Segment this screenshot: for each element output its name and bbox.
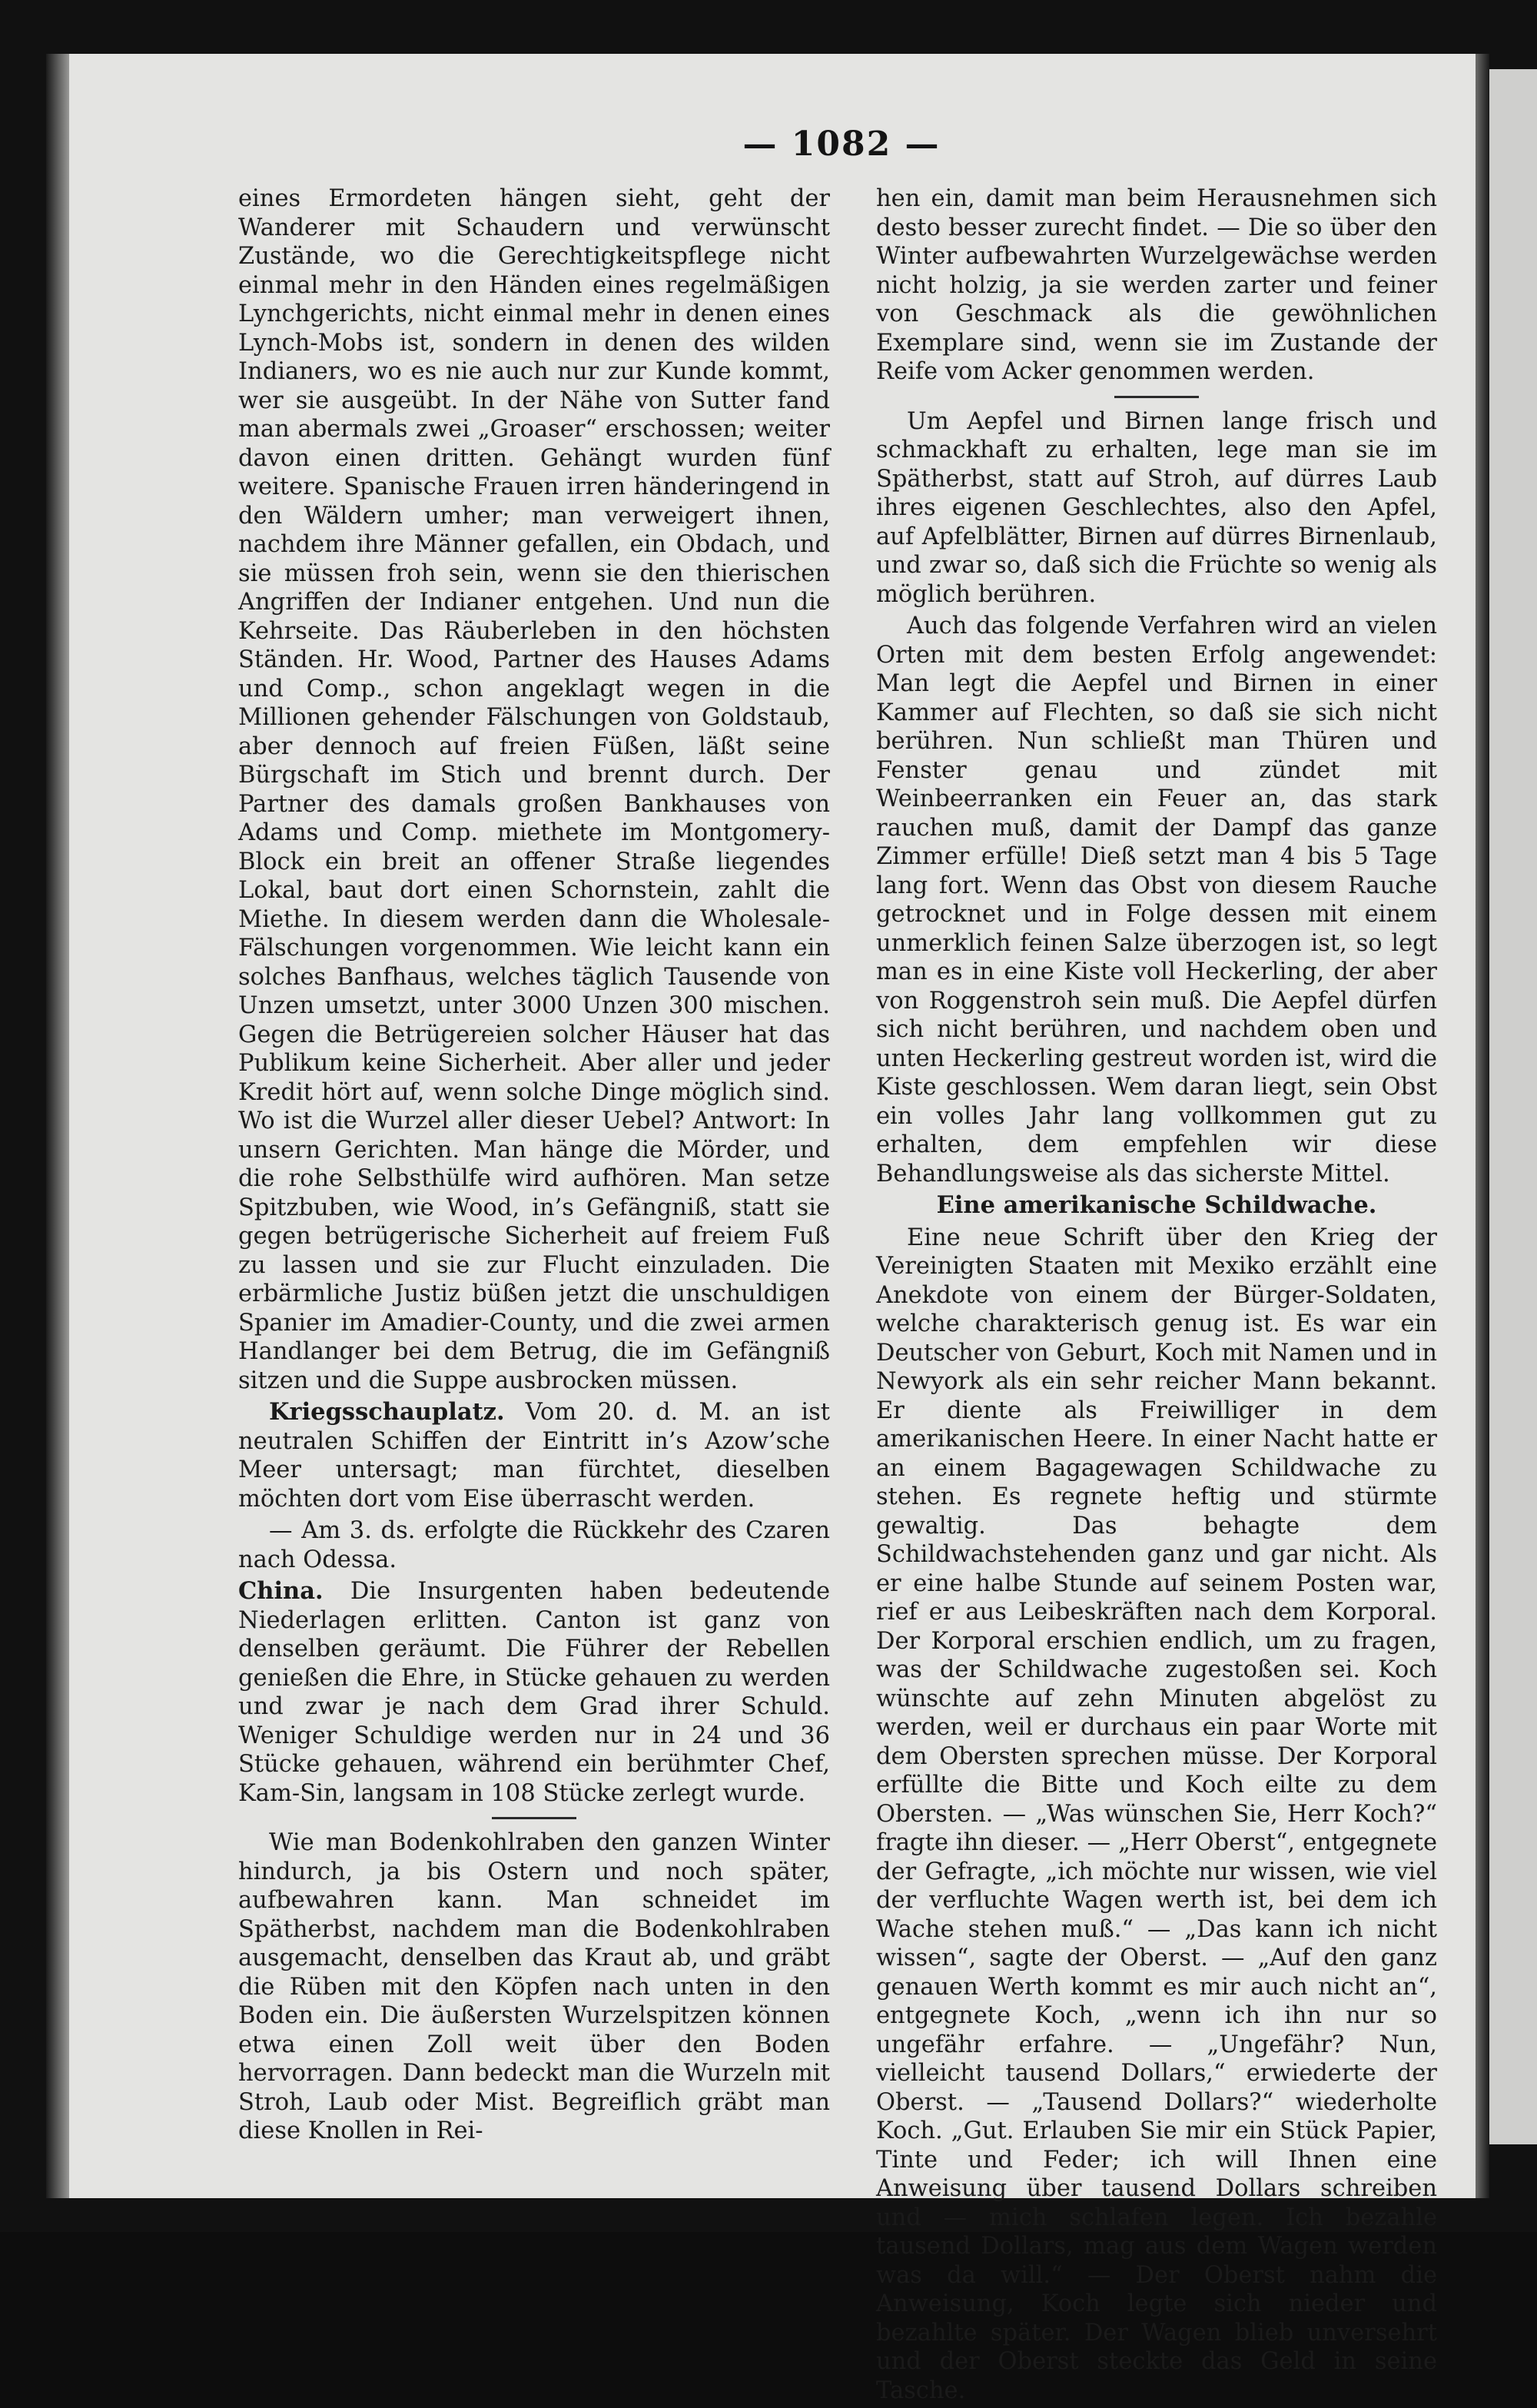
page-edge-left (46, 54, 69, 2198)
china-heading: China. (238, 1577, 324, 1605)
left-column (238, 184, 830, 2149)
article-aepfel-verfahren: Auch das folgende Verfahren wird an vielen Orten mit dem besten Erfolg angewendet: Man legt die Aepfel und Birnen in einer Kammer auf Flechten, so daß sie sich nicht berühren. Nun schließt man Thüren und Fenster genau und zündet mit Weinbeerranken ein Feuer an, das stark rauchen muß, damit der Dampf das ganze Zimmer erfülle! Dieß setzt man 4 bis 5 Tage lang fort. Wenn das Obst von diesem Rauche getrocknet und in Folge dessen mit einem unmerklich feinen Salze überzogen ist, so legt man es in eine Kiste voll Heckerling, der aber von Roggenstroh sein muß. Die Aepfel dürfen sich nicht berühren, und nachdem oben und unten Heckerling gestreut worden ist, wird die Kiste geschlossen. Wem daran liegt, sein Obst ein volles Jahr lang vollkommen gut zu erhalten, dem empfehlen wir diese Behandlungsweise als das sicherste Mittel. (876, 613, 1437, 1187)
kriegsschauplatz-text: Vom 20. d. M. an ist neutralen Schiffen der Eintritt in’s Azow’sche Meer untersagt; man fürchtet, dieselben möchten dort vom Eise überrascht werden. (238, 1399, 830, 1513)
schildwache-heading: Eine amerikanische Schildwache. (936, 1191, 1377, 1219)
section-divider (1114, 396, 1199, 398)
adjacent-page-edge (1489, 69, 1537, 2144)
right-column (876, 184, 1437, 2408)
article-aepfel-birnen: Um Aepfel und Birnen lange frisch und schmackhaft zu erhalten, lege man sie im Spätherbst, statt auf Stroh, auf dürres Laub ihres eigenen Geschlechtes, also den Apfel, auf Apfelblätter, Birnen auf dürres Birnenlaub, und zwar so, daß sich die Früchte so wenig als möglich berühren. (876, 407, 1437, 608)
article-kriegsschauplatz (238, 1398, 830, 1513)
article-czar-return: — Am 3. ds. erfolgte die Rückkehr des Czaren nach Odessa. (238, 1517, 830, 1573)
china-text: Die Insurgenten haben bedeutende Niederlagen erlitten. Canton ist ganz von denselben geräumt. Die Führer der Rebellen genießen die Ehre, in Stücke gehauen zu werden und zwar je nach dem Grad ihrer Schuld. Weniger Schuldige werden nur in 24 und 36 Stücke gehauen, während ein berühmter Chef, Kam-Sin, langsam in 108 Stücke zerlegt wurde. (238, 1578, 830, 1807)
article-china (238, 1577, 830, 1808)
article-bodenkohlraben-continuation: hen ein, damit man beim Herausnehmen sich desto besser zurecht findet. — Die so über den Winter aufbewahrten Wurzelgewächse werden nicht holzig, ja sie werden zarter und feiner von Geschmack als die gewöhnlichen Exemplare sind, wenn sie im Zustande der Reife vom Acker genommen werden. (876, 185, 1437, 385)
gutter-shadow (1476, 54, 1489, 2198)
article-murder-continuation: eines Ermordeten hängen sieht, geht der Wanderer mit Schaudern und verwünscht Zustände, wo die Gerechtigkeitspflege nicht einmal mehr in den Händen eines regelmäßigen Lynchgerichts, nicht einmal mehr in denen eines Lynch-Mobs ist, sondern in denen des wilden Indianers, wo es nie auch nur zur Kunde kommt, wer sie ausgeübt. In der Nähe von Sutter fand man abermals zwei „Groaser“ erschossen; weiter davon einen dritten. Gehängt wurden fünf weitere. Spanische Frauen irren händeringend in den Wäldern umher; man verweigert ihnen, nachdem ihre Männer gefallen, ein Obdach, und sie müssen froh sein, wenn sie den thierischen Angriffen der Indianer entgehen. Und nun die Kehrseite. Das Räuberleben in den höchsten Ständen. Hr. Wood, Partner des Hauses Adams und Comp., schon angeklagt wegen in die Millionen gehender Fälschungen von Goldstaub, aber dennoch auf freien Füßen, läßt seine Bürgschaft im Stich und brennt durch. Der Partner des damals großen Bankhauses von Adams und Comp. miethete im Montgomery-Block ein breit an offener Straße liegendes Lokal, baut dort einen Schornstein, zahlt die Miethe. In diesem werden dann die Wholesale-Fälschungen vorgenommen. Wie leicht kann ein solches Banfhaus, welches täglich Tausende von Unzen umsetzt, unter 3000 Unzen 300 mischen. Gegen die Betrügereien solcher Häuser hat das Publikum keine Sicherheit. Aber aller und jeder Kredit hört auf, wenn solche Dinge möglich sind. Wo ist die Wurzel aller dieser Uebel? Antwort: In unsern Gerichten. Man hänge die Mörder, und die rohe Selbsthülfe wird aufhören. Man setze Spitzbuben, wie Wood, in’s Gefängniß, statt sie gegen betrügerische Sicherheit auf freiem Fuß zu lassen und sie zur Flucht einzuladen. Die erbärmliche Justiz büßen jetzt die unschuldigen Spanier im Amadier-County, und die zwei armen Handlanger bei dem Betrug, die im Gefängniß sitzen und die Suppe ausbrocken müssen. (238, 185, 830, 1394)
article-bodenkohlraben: Wie man Bodenkohlraben den ganzen Winter hindurch, ja bis Ostern und noch später, aufbewahren kann. Man schneidet im Spätherbst, nachdem man die Bodenkohlraben ausgemacht, denselben das Kraut ab, und gräbt die Rüben mit den Köpfen nach unten in den Boden ein. Die äußersten Wurzelspitzen können etwa einen Zoll weit über den Boden hervorragen. Dann bedeckt man die Wurzeln mit Stroh, Laub oder Mist. Begreiflich gräbt man diese Knollen in Rei- (238, 1829, 830, 2144)
section-divider (492, 1817, 576, 1819)
article-schildwache: Eine neue Schrift über den Krieg der Vereinigten Staaten mit Mexiko erzählt eine Anekdote von einem der Bürger-Soldaten, welche charakterisch genug ist. Es war ein Deutscher von Geburt, Koch mit Namen und in Newyork als ein sehr reicher Mann bekannt. Er diente als Freiwilliger in dem amerikanischen Heere. In einer Nacht hatte er an einem Bagagewagen Schildwache zu stehen. Es regnete heftig und stürmte gewaltig. Das behagte dem Schildwachstehenden ganz und gar nicht. Als er eine halbe Stunde auf seinem Posten war, rief er aus Leibeskräften nach dem Korporal. Der Korporal erschien endlich, um zu fragen, was der Schildwache zugestoßen sei. Koch wünschte auf zehn Minuten abgelöst zu werden, weil er durchaus ein paar Worte mit dem Obersten sprechen müsse. Der Korporal erfüllte die Bitte und Koch eilte zu dem Obersten. — „Was wünschen Sie, Herr Koch?“ fragte ihn dieser. — „Herr Oberst“, entgegnete der Gefragte, „ich möchte nur wissen, wie viel der verfluchte Wagen werth ist, bei dem ich Wache stehen muß.“ — „Das kann ich nicht wissen“, sagte der Oberst. — „Auf den ganz genauen Werth kommt es mir auch nicht an“, entgegnete Koch, „wenn ich ihn nur so ungefähr erfahre. — „Ungefähr? Nun, vielleicht tausend Dollars,“ erwiederte der Oberst. — „Tausend Dollars?“ wiederholte Koch. „Gut. Erlauben Sie mir ein Stück Papier, Tinte und Feder; ich will Ihnen eine Anweisung über tausend Dollars schreiben und — mich schlafen legen. Ich bezahle tausend Dollars, mag aus dem Wagen werden was da will.“ — Der Oberst nahm die Anweisung, Koch legte sich nieder und bezahlte später. Der Wagen blieb unversehrt und der Oberst steckte das Geld in seine Tasche. (876, 1224, 1437, 2404)
kriegsschauplatz-heading: Kriegsschauplatz. (269, 1398, 505, 1426)
page-number (69, 125, 1476, 164)
page-number-text: — 1082 — (742, 125, 941, 164)
